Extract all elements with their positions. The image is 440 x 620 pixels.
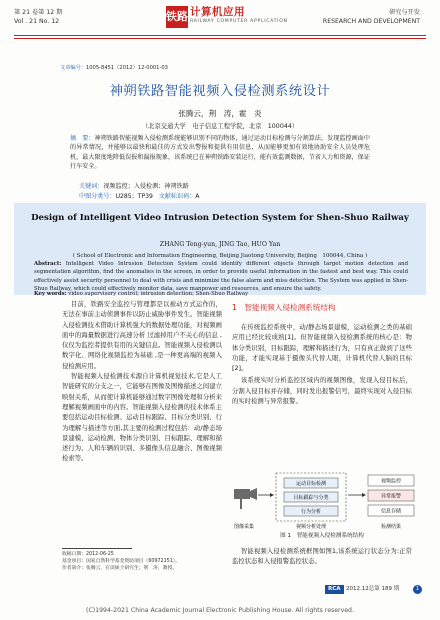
body-paragraph: 智能视频入侵检测系统框图如图1,该系统运行状态分为:正常监控状态和入侵报警监控状态。 [232, 548, 412, 566]
arrow-head [362, 493, 366, 497]
journal-logo-subtitle: RAILWAY COMPUTER APPLICATION [190, 19, 288, 24]
detect-box-label: 运动目标检测 [295, 481, 327, 487]
body-paragraph: 智能视频入侵检测技术源自计算机视觉技术,它是人工智能研究的分支之一，它能够在图像及图像描述之间建立映射关系，从而使计算机能够通过数字图像处理和分析来理解视频画面中的内容。智能视频入侵检测的技术体系主要包括运动目标检测、运动目标跟踪、目标分类识别、行为理解与描述等方面,其主要的检测过程包括：动/静态场景建模、运动检测、物体分类识别、目标跟踪、理解和描述行为、人和车辆的识别、多摄像头信息融合、图像视频检索等。 [62, 373, 222, 463]
journal-logo-title: 计算机应用 [190, 6, 245, 18]
footnote-rule [62, 548, 132, 549]
behavior-box-label: 行为分析 [300, 509, 322, 515]
page-number: 1 [413, 585, 422, 594]
section-heading: 1 智能视频入侵检测系统结构 [232, 303, 336, 312]
figure-label-input: 图像采集 [233, 524, 255, 530]
keywords-en: Key words: video supervisory control; intrusion detection; Shen-Shuo Railway [34, 291, 249, 297]
body-paragraph: 在传统监控系统中，动/静态场景建模，运动检测之类的基础应用已经比较成熟[1]。但智能视频入侵检测系统的核心是：物体分类识别，目标跟踪，理解和描述行为，只有真正做到了这些功能，才能实现基于摄像头代替人眼，计算机代替人脑的目标[2]。 [232, 324, 412, 373]
camera-icon [234, 488, 257, 509]
output-box-label: 视频监控 [380, 478, 402, 485]
figure-label-center: 视频分析处理 [295, 524, 327, 530]
body-left-column [62, 300, 222, 465]
classification-code: 中图分类号：U285；TP39 文献标识码：A [79, 193, 200, 200]
output-box-label: 信息存储 [380, 508, 402, 515]
arrow-head [270, 493, 274, 497]
header-rule [14, 35, 426, 36]
figure-label-output: 检测结果 [380, 524, 402, 530]
abstract-cn: 摘 要：神朔铁路智能视频入侵检测系统能够识别不同的物体，通过运动目标检测与分割算法，发现监控画面中的异常情况，并能够以最快和最佳的方式发出警报和提供有用信息，从而能够更加有效地协助安全人员处理危机，最大限度地降低误报和漏报现象，该系统已在神朔铁路安装运行，能有效监测数据，节省人力和资源，保证行车安全。 [70, 135, 371, 171]
abstract-en: Abstract: Intelligent Video Intrusion Detection System could identify different objects through target motion detection and segmentation algorithm, find the anomalies in the screen, in order to provide useful information in the fastest and best way. This could effectively assist security personnel to deal with crisis and minimize the false alarm and miss detection. The System was applied in Shen-Shuo Railway, which could effectively monitor data, save manpower and resources, and ensure the safety. [34, 261, 409, 292]
volume-info: 第 21 卷第 12 期 Vol . 21 No. 12 [14, 9, 63, 25]
figure-caption: 图 1 智能视频入侵检测系统结构 [280, 533, 364, 539]
affiliation-cn: （北京交通大学 电子信息工程学院，北京 100044） [141, 123, 299, 130]
body-paragraph: 目前，铁路安全监控与管理都是以被动方式运作的，无法在事前主动侦测事件以防止威胁事件发生。智能视频入侵检测技术借助计算机强大的数据处理功能，对视频画面中的海量数据进行高速分析 过滤掉用户不关心的信息 ,仅仅为监控者提供有用的关键信息。智能视频入侵检测以数字化、网络化视频监控为基础 ,是一种更高端的视频入侵检测应用。 [62, 301, 222, 370]
body-paragraph: 该系统实时分析监控区域内的视频图像，发现入侵目标后，分割入侵目标并存储，同时发出报警信号，最终实现对入侵目标的实时检测与异常报警。 [232, 377, 412, 406]
keywords-cn: 关键词：视频监控；入侵检测；神朔铁路 [79, 183, 189, 190]
output-box-label: 异常报警 [380, 493, 402, 500]
copyright-notice: (C)1994-2021 China Academic Journal Electronic Publishing House. All rights reserved. [86, 607, 354, 614]
authors-cn: 张腾云，荆 涛，霍 炎 [178, 109, 262, 118]
track-box-label: 目标跟踪与分类 [293, 495, 329, 501]
journal-logo-mark: 铁路 [166, 6, 188, 28]
footnote: 收稿日期：2012-06-25 基金项目：国家自然科学基金资助项目（60972151）。 作者简介：张腾云，在读硕士研究生；荆 涛，教授。 [62, 552, 180, 571]
authors-en: ZHANG Teng-yun, JING Tao, HUO Yan [159, 241, 281, 248]
title-cn: 神朔铁路智能视频入侵检测系统设计 [109, 84, 331, 99]
article-number: 文章编号：1005-8451（2012）12-0001-03 [60, 65, 168, 71]
journal-header [0, 0, 440, 52]
header-rule-thin [14, 38, 426, 39]
body-right-column [232, 300, 412, 407]
affiliation-en: ( School of Electronic and Information Engineering, Beijing Jiaotong University, Beijing 100044, China ) [72, 253, 368, 259]
footer-issue: 2012.12总第 189 期 [346, 586, 400, 592]
section-label: 研究与开发 RESEARCH AND DEVELOPMENT [322, 9, 420, 25]
title-en: Design of Intelligent Video Intrusion Detection System for Shen-Shuo Railway [31, 213, 409, 223]
footer-journal: RCA [325, 585, 344, 594]
